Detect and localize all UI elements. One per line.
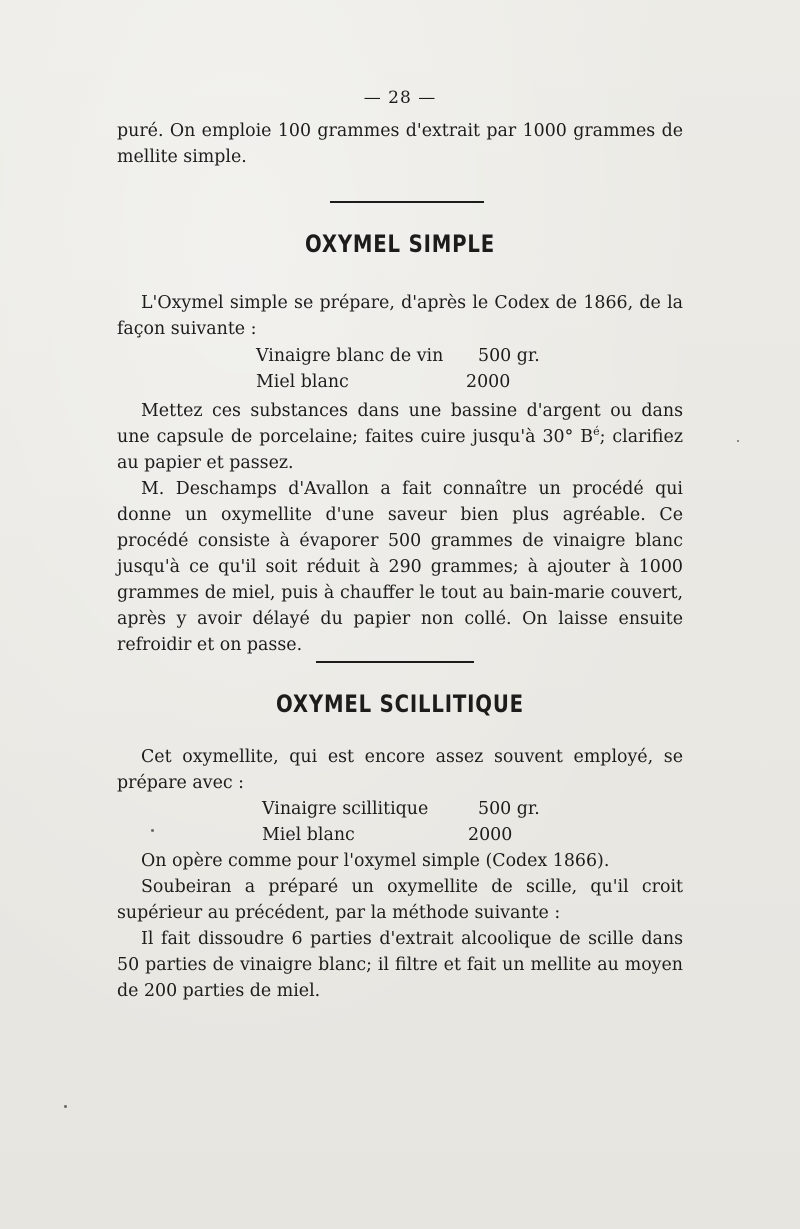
paper-speck	[64, 1105, 67, 1108]
recipe-ingredient: Vinaigre blanc de vin	[256, 346, 444, 366]
recipe-quantity: 2000	[466, 372, 511, 392]
recipe-quantity: 500 gr.	[478, 799, 540, 819]
page-number: — 28 —	[363, 88, 437, 108]
section1-paragraph-2	[117, 398, 683, 476]
section2-intro-block	[117, 744, 683, 796]
section1-paragraph-1: L'Oxymel simple se prépare, d'après le Codex de 1866, de la façon suivante :	[117, 293, 683, 339]
section2-paragraph-4: Il fait dissoudre 6 parties d'extrait alcoolique de scille dans 50 parties de vinaigre blanc; il filtre et fait un mellite au moyen de 200 parties de miel.	[117, 929, 683, 1001]
section2-body-block	[117, 848, 683, 1004]
recipe-quantity: 2000	[468, 825, 513, 845]
paper-speck	[737, 440, 739, 442]
intro-paragraph-block	[117, 118, 683, 170]
section-title-oxymel-simple: OXYMEL SIMPLE	[304, 230, 496, 258]
section2-paragraph-1: Cet oxymellite, qui est encore assez souvent employé, se prépare avec :	[117, 747, 683, 793]
recipe-quantity: 500 gr.	[478, 346, 540, 366]
degree-superscript: é	[593, 425, 600, 439]
section1-paragraph-2-end: ; clarifiez au papier et passez.	[117, 427, 683, 473]
intro-paragraph: puré. On emploie 100 grammes d'extrait par 1000 grammes de mellite simple.	[117, 121, 683, 167]
section1-paragraph-3: M. Deschamps d'Avallon a fait connaître un procédé qui donne un oxymellite d'une saveur bien plus agréable. Ce procédé consiste à évaporer 500 grammes de vinaigre blanc jusqu'à ce qu'il soit réduit à 290 grammes; à ajouter à 1000 grammes de miel, puis à chauffer le tout au bain-marie couvert, après y avoir délayé du papier non collé. On laisse ensuite refroidir et on passe.	[117, 479, 683, 655]
section2-paragraph-2: On opère comme pour l'oxymel simple (Codex 1866).	[141, 851, 610, 871]
section1-intro-block	[117, 290, 683, 342]
recipe-ingredient: Miel blanc	[262, 825, 355, 845]
recipe-ingredient: Vinaigre scillitique	[262, 799, 429, 819]
section1-body-block	[117, 398, 683, 658]
section-title-oxymel-scillitique: OXYMEL SCILLITIQUE	[276, 690, 524, 718]
paper-speck	[151, 829, 154, 832]
section-divider-1	[330, 201, 484, 203]
section1-paragraph-2-text: Mettez ces substances dans une bassine d'argent ou dans une capsule de porcelaine; faites cuire jusqu'à 30° B	[117, 401, 683, 447]
section2-paragraph-3: Soubeiran a préparé un oxymellite de scille, qu'il croit supérieur au précédent, par la méthode suivante :	[117, 877, 683, 923]
recipe-ingredient: Miel blanc	[256, 372, 349, 392]
section-divider-2	[316, 661, 474, 663]
